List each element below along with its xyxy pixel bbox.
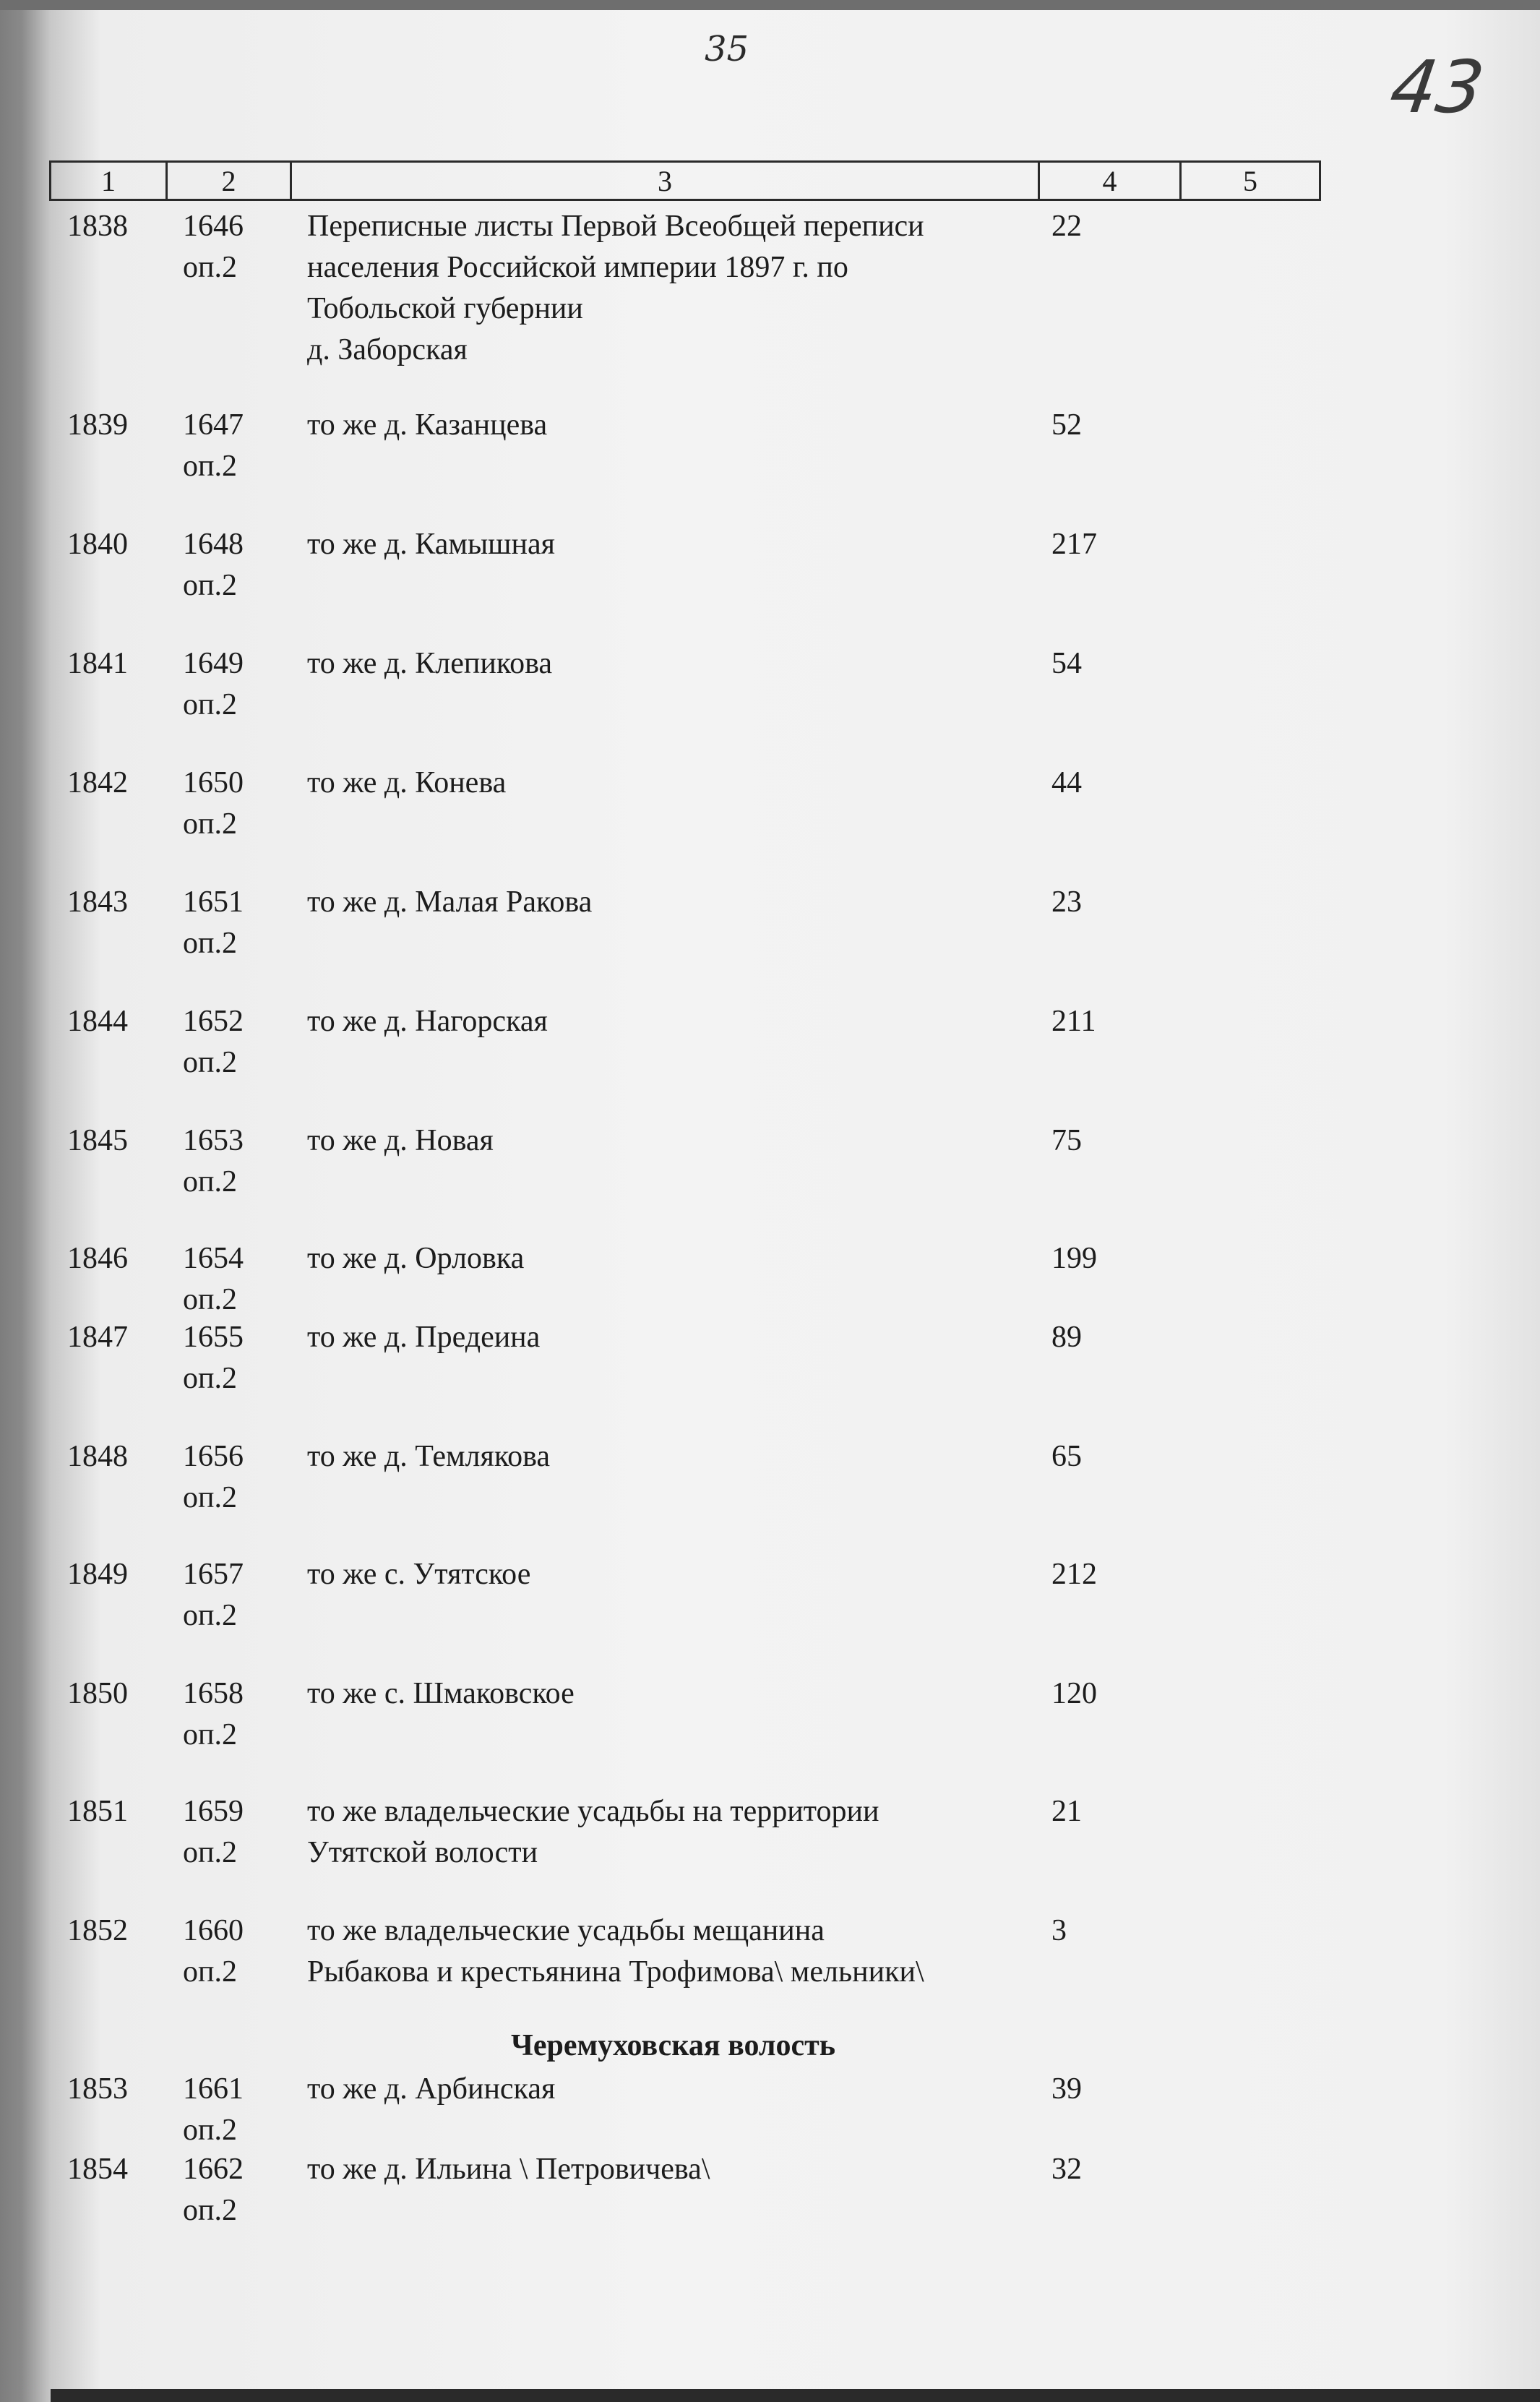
case-cell: [183, 1120, 306, 1203]
sheet-count: 52: [1051, 408, 1082, 442]
case-cell: [183, 524, 306, 606]
description-line: Тобольской губернии: [307, 292, 583, 325]
inventory-number: оп.2: [183, 1955, 237, 1989]
description-cell: [307, 1436, 1037, 1477]
case-number: 1648: [183, 528, 244, 561]
case-cell: [183, 1436, 306, 1519]
case-number: 1651: [183, 885, 244, 919]
case-number: 1646: [183, 210, 244, 243]
description-cell: [307, 1673, 1037, 1715]
case-number: 1658: [183, 1677, 244, 1710]
sheet-count: 199: [1051, 1242, 1097, 1275]
inventory-number: оп.2: [183, 1599, 237, 1632]
scan-bottom-edge: [51, 2389, 1540, 2402]
case-cell: [183, 2149, 306, 2231]
record-number: 1848: [67, 1440, 128, 1473]
column-header-5: 5: [1243, 164, 1257, 197]
inventory-number: оп.2: [183, 569, 237, 602]
inventory-number: оп.2: [183, 1362, 237, 1395]
description-cell: [307, 1001, 1037, 1042]
sheet-count: 217: [1051, 528, 1097, 561]
inventory-number: оп.2: [183, 1836, 237, 1869]
sheet-count: 54: [1051, 647, 1082, 680]
record-number: 1841: [67, 647, 128, 680]
description-line: то же с. Утятское: [307, 1558, 531, 1591]
case-number: 1661: [183, 2072, 244, 2106]
sheet-count: 89: [1051, 1321, 1082, 1354]
case-cell: [183, 206, 306, 288]
case-number: 1650: [183, 766, 244, 799]
description-line: д. Заборская: [307, 333, 468, 366]
column-header-1: 1: [51, 163, 168, 199]
table-header: [49, 160, 1321, 201]
record-number: 1842: [67, 766, 128, 799]
case-cell: [183, 1791, 306, 1874]
case-cell: [183, 882, 306, 964]
case-cell: [183, 405, 306, 487]
inventory-number: оп.2: [183, 1046, 237, 1079]
column-header-4: 4: [1040, 163, 1182, 199]
inventory-number: оп.2: [183, 1718, 237, 1751]
case-cell: [183, 1910, 306, 1993]
record-number: 1845: [67, 1124, 128, 1157]
description-cell: [307, 1554, 1037, 1595]
sheet-count: 21: [1051, 1795, 1082, 1828]
sheet-count: 32: [1051, 2153, 1082, 2186]
sheet-count: 44: [1051, 766, 1082, 799]
description-line: то же д. Камышная: [307, 528, 555, 561]
record-number: 1850: [67, 1677, 128, 1710]
inventory-number: оп.2: [183, 2114, 237, 2147]
description-line: то же д. Малая Ракова: [307, 885, 593, 919]
record-number: 1838: [67, 210, 128, 243]
description-cell: [307, 1910, 1037, 1993]
description-line: населения Российской империи 1897 г. по: [307, 251, 848, 284]
inventory-number: оп.2: [183, 2194, 237, 2227]
case-number: 1662: [183, 2153, 244, 2186]
scan-top-edge: [0, 0, 1540, 10]
sheet-count: 23: [1051, 885, 1082, 919]
case-cell: [183, 2069, 306, 2151]
description-cell: [307, 206, 1037, 371]
case-cell: [183, 643, 306, 726]
inventory-number: оп.2: [183, 927, 237, 960]
case-number: 1652: [183, 1005, 244, 1038]
sheet-count: 22: [1051, 210, 1082, 243]
description-line: то же д. Конева: [307, 766, 507, 799]
case-number: 1660: [183, 1914, 244, 1947]
description-line: то же д. Орловка: [307, 1242, 525, 1275]
sheet-count: 212: [1051, 1558, 1097, 1591]
inventory-number: оп.2: [183, 251, 237, 284]
case-number: 1653: [183, 1124, 244, 1157]
description-line: то же д. Арбинская: [307, 2072, 556, 2106]
record-number: 1839: [67, 408, 128, 442]
case-number: 1647: [183, 408, 244, 442]
description-line: то же д. Предеина: [307, 1321, 541, 1354]
description-cell: [307, 2149, 1037, 2190]
column-header-3: 3: [292, 163, 1040, 199]
record-number: 1851: [67, 1795, 128, 1828]
description-line: Переписные листы Первой Всеобщей переписи: [307, 210, 924, 243]
case-number: 1659: [183, 1795, 244, 1828]
case-number: 1649: [183, 647, 244, 680]
inventory-number: оп.2: [183, 688, 237, 721]
description-line: Утятской волости: [307, 1836, 538, 1869]
sheet-count: 65: [1051, 1440, 1082, 1473]
description-line: то же с. Шмаковское: [307, 1677, 575, 1710]
description-cell: [307, 643, 1037, 685]
case-number: 1654: [183, 1242, 244, 1275]
record-number: 1853: [67, 2072, 128, 2106]
section-heading: Черемуховская волость: [511, 2029, 835, 2062]
description-cell: [307, 524, 1037, 565]
inventory-number: оп.2: [183, 1283, 237, 1316]
case-cell: [183, 1673, 306, 1756]
sheet-count: 75: [1051, 1124, 1082, 1157]
case-number: 1655: [183, 1321, 244, 1354]
case-cell: [183, 1554, 306, 1637]
inventory-number: оп.2: [183, 450, 237, 483]
description-cell: [307, 763, 1037, 804]
record-number: 1852: [67, 1914, 128, 1947]
case-cell: [183, 1317, 306, 1399]
case-cell: [183, 1001, 306, 1084]
description-cell: [307, 1238, 1037, 1279]
inventory-number: оп.2: [183, 1165, 237, 1198]
record-number: 1844: [67, 1005, 128, 1038]
record-number: 1846: [67, 1242, 128, 1275]
record-number: 1843: [67, 885, 128, 919]
inventory-number: оп.2: [183, 807, 237, 841]
description-cell: [307, 405, 1037, 446]
description-cell: [307, 1317, 1037, 1358]
record-number: 1854: [67, 2153, 128, 2186]
record-number: 1849: [67, 1558, 128, 1591]
case-cell: [183, 763, 306, 845]
case-number: 1657: [183, 1558, 244, 1591]
record-number: 1847: [67, 1321, 128, 1354]
sheet-count: 211: [1051, 1005, 1096, 1038]
record-number: 1840: [67, 528, 128, 561]
description-line: то же д. Темлякова: [307, 1440, 551, 1473]
description-line: то же д. Казанцева: [307, 408, 548, 442]
folio-number: 43: [1385, 45, 1489, 129]
sheet-count: 3: [1051, 1914, 1067, 1947]
description-line: то же владельческие усадьбы мещанина: [307, 1914, 825, 1947]
description-cell: [307, 882, 1037, 923]
description-line: то же д. Ильина \ Петровичева\: [307, 2153, 710, 2186]
case-number: 1656: [183, 1440, 244, 1473]
description-cell: [307, 1120, 1037, 1162]
sheet-count: 120: [1051, 1677, 1097, 1710]
description-line: то же д. Новая: [307, 1124, 494, 1157]
description-line: то же д. Нагорская: [307, 1005, 548, 1038]
description-line: то же д. Клепикова: [307, 647, 553, 680]
description-line: то же владельческие усадьбы на территории: [307, 1795, 879, 1828]
description-line: Рыбакова и крестьянина Трофимова\ мельники\: [307, 1955, 924, 1989]
page-number: 35: [705, 29, 749, 69]
column-header-2: 2: [168, 163, 292, 199]
description-cell: [307, 1791, 1037, 1874]
sheet-count: 39: [1051, 2072, 1082, 2106]
case-cell: [183, 1238, 306, 1321]
inventory-number: оп.2: [183, 1481, 237, 1514]
description-cell: [307, 2069, 1037, 2110]
